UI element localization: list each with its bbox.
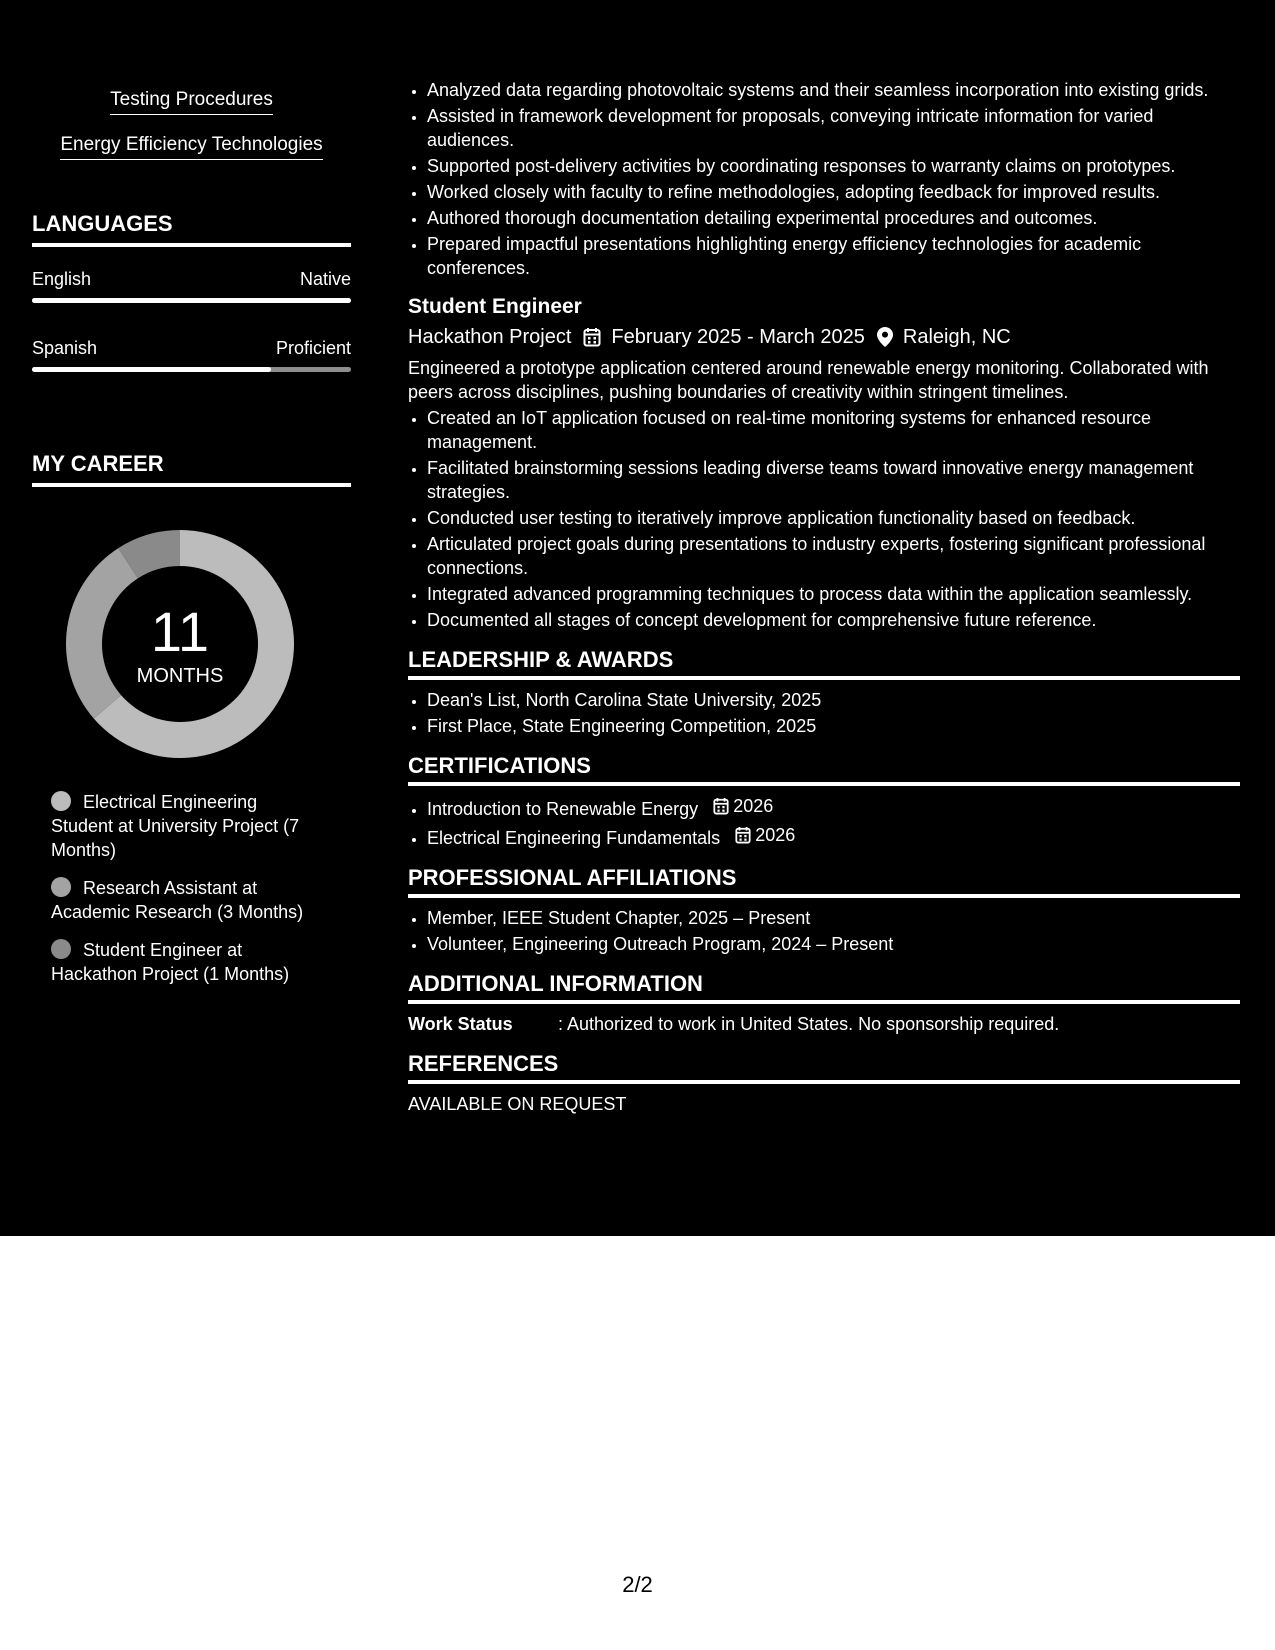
job-location: Raleigh, NC	[902, 326, 1011, 348]
languages-heading: LANGUAGES	[32, 210, 351, 247]
career-legend-item	[51, 790, 321, 862]
bullet-item: • Integrated advanced programming techniques to process data within the application seamlessly.	[427, 582, 1240, 606]
job-company: Hackathon Project	[408, 326, 572, 348]
language-name: English	[32, 269, 92, 289]
language-row	[32, 337, 351, 367]
awards-list	[408, 688, 1240, 738]
legend-dot-icon	[51, 877, 71, 897]
work-status-row	[408, 1012, 1240, 1036]
skill-item: Testing Procedures	[32, 88, 351, 115]
award-item: • Dean's List, North Carolina State University, 2025	[427, 688, 1240, 712]
location-pin-icon	[877, 327, 893, 347]
language-bar-fill	[32, 298, 351, 303]
job-meta	[408, 324, 1240, 350]
legend-dot-icon	[51, 939, 71, 959]
career-legend-item	[51, 938, 321, 986]
references-text: AVAILABLE ON REQUEST	[408, 1094, 627, 1114]
work-status-label: Work Status	[408, 1014, 513, 1034]
certification-year: 2026	[735, 823, 795, 847]
career-heading: MY CAREER	[32, 450, 351, 487]
work-status-value: : Authorized to work in United States. No sponsorship required.	[558, 1014, 1060, 1034]
career-donut-chart	[66, 530, 294, 758]
language-bar	[32, 298, 351, 303]
affiliations-heading: PROFESSIONAL AFFILIATIONS	[408, 864, 1240, 898]
certification-year: 2026	[713, 794, 773, 818]
calendar-icon	[735, 826, 751, 844]
bullet-item: • Created an IoT application focused on real-time monitoring systems for enhanced resource management.	[427, 406, 1240, 454]
references-heading: REFERENCES	[408, 1050, 1240, 1084]
career-total: 11	[150, 600, 210, 663]
language-level: Proficient	[275, 338, 351, 358]
career-unit: MONTHS	[136, 665, 224, 687]
bullet-item: • Facilitated brainstorming sessions leading diverse teams toward innovative energy management strategies.	[427, 456, 1240, 504]
certification-item	[427, 794, 1240, 821]
certifications-heading: CERTIFICATIONS	[408, 752, 1240, 786]
bullet-item: • Worked closely with faculty to refine methodologies, adopting feedback for improved results.	[427, 180, 1240, 204]
page-number: 2/2	[622, 1572, 653, 1597]
awards-heading: LEADERSHIP & AWARDS	[408, 646, 1240, 680]
job-dates: February 2025 - March 2025	[611, 326, 865, 348]
legend-dot-icon	[51, 791, 71, 811]
calendar-icon	[713, 797, 729, 815]
language-bar	[32, 367, 351, 372]
bullet-item: • Articulated project goals during presentations to industry experts, fostering significant professional connections.	[427, 532, 1240, 580]
calendar-icon	[583, 327, 601, 347]
job-description: Engineered a prototype application centered around renewable energy monitoring. Collaborated with peers across disciplines, pushing boundaries of creativity within stringent timelines.	[408, 358, 1209, 402]
career-legend-item	[51, 876, 321, 924]
language-name: Spanish	[32, 338, 98, 358]
certification-item	[427, 823, 1240, 850]
bullet-item: • Conducted user testing to iteratively improve application functionality based on feedback.	[427, 506, 1240, 530]
legend-label: Electrical Engineering Student at University Project (7 Months)	[51, 792, 300, 860]
award-item: • First Place, State Engineering Competition, 2025	[427, 714, 1240, 738]
legend-label: Research Assistant at Academic Research (3 Months)	[51, 878, 304, 922]
bullet-item: • Documented all stages of concept development for comprehensive future reference.	[427, 608, 1240, 632]
job-bullets	[408, 406, 1240, 632]
affiliation-item: • Member, IEEE Student Chapter, 2025 – Present	[427, 906, 1240, 930]
bullet-item: • Supported post-delivery activities by coordinating responses to warranty claims on prototypes.	[427, 154, 1240, 178]
bullet-item: • Authored thorough documentation detailing experimental procedures and outcomes.	[427, 206, 1240, 230]
bullet-item: • Analyzed data regarding photovoltaic systems and their seamless incorporation into existing grids.	[427, 78, 1240, 102]
certification-name: Introduction to Renewable Energy	[427, 799, 699, 819]
bullet-item: • Prepared impactful presentations highlighting energy efficiency technologies for academic conferences.	[427, 232, 1240, 280]
bullet-item: • Assisted in framework development for proposals, conveying intricate information for varied audiences.	[427, 104, 1240, 152]
main-content	[408, 78, 1240, 1116]
affiliations-list	[408, 906, 1240, 956]
language-level: Native	[299, 269, 351, 289]
additional-info-heading: ADDITIONAL INFORMATION	[408, 970, 1240, 1004]
language-bar-fill	[32, 367, 271, 372]
certifications-list	[408, 794, 1240, 850]
prev-job-bullets	[408, 78, 1240, 280]
language-row	[32, 268, 351, 298]
affiliation-item: • Volunteer, Engineering Outreach Program, 2024 – Present	[427, 932, 1240, 956]
skill-item: Energy Efficiency Technologies	[32, 133, 351, 160]
legend-label: Student Engineer at Hackathon Project (1 Months)	[51, 940, 290, 984]
job-title: Student Engineer	[408, 295, 582, 318]
certification-name: Electrical Engineering Fundamentals	[427, 828, 721, 848]
